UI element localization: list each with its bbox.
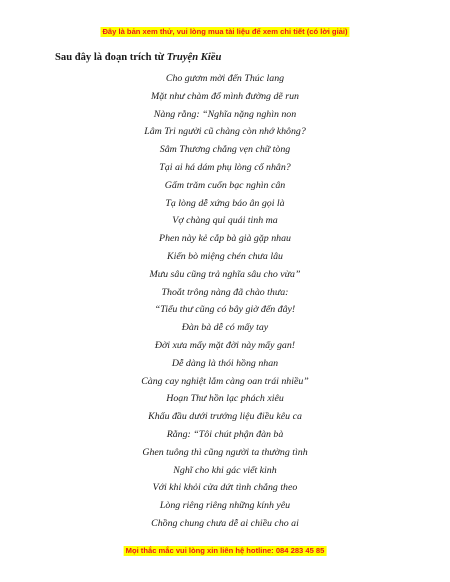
- section-heading: [55, 52, 221, 63]
- poem-line: Nghĩ cho khi gác viết kinh: [173, 464, 277, 476]
- poem-line: “Tiểu thư cũng có bây giờ đến đây!: [154, 304, 296, 316]
- poem-line: Khấu đầu dưới trướng liệu điều kêu ca: [148, 411, 302, 423]
- poem-line: Phen này kẻ cắp bà già gặp nhau: [159, 233, 291, 245]
- poem-line: Kiến bò miệng chén chưa lâu: [167, 250, 283, 262]
- poem-line: Thoắt trông nàng đã chào thưa:: [161, 286, 289, 298]
- poem-line: Sâm Thương chẳng vẹn chữ tòng: [159, 144, 291, 156]
- poem-line: Mặt như chàm đổ mình đường dẽ run: [151, 90, 299, 102]
- poem-line: Cho gươm mời đến Thúc lang: [165, 73, 285, 84]
- poem-line: Với khi khỏi cửa dứt tình chẳng theo: [152, 482, 298, 494]
- preview-notice-banner: Đây là bản xem thử, vui lòng mua tài liệu để xem chi tiết (có lời giải): [102, 27, 348, 36]
- heading-work-title: Truyện Kiều: [166, 52, 222, 63]
- poem-line: Mưu sâu cũng trả nghĩa sâu cho vừa”: [149, 268, 301, 280]
- poem-line: Lâm Tri người cũ chàng còn nhớ không?: [144, 126, 306, 138]
- poem-line: Ghen tuông thì cũng người ta thường tình: [142, 446, 308, 458]
- poem-line: Tại ai há dám phụ lòng cố nhân?: [159, 161, 291, 173]
- poem-line: Tạ lòng dễ xứng báo ân gọi là: [165, 197, 285, 209]
- poem-line: Rằng: “Tôi chút phận đàn bà: [166, 428, 284, 440]
- poem-line: Dễ dàng là thói hồng nhan: [171, 357, 279, 369]
- poem-line: Đời xưa mấy mặt đời này mấy gan!: [154, 339, 296, 351]
- heading-text: Sau đây là đoạn trích từ: [55, 52, 167, 63]
- hotline-contact-banner: Mọi thắc mắc vui lòng xin liên hệ hotline: 084 283 45 85: [125, 546, 325, 555]
- poem-line: Đàn bà dễ có mấy tay: [181, 322, 269, 334]
- poem-line: Vợ chàng quỉ quái tinh ma: [172, 215, 278, 227]
- poem-line: Gấm trăm cuốn bạc nghìn cân: [164, 179, 286, 191]
- poem-excerpt: [0, 70, 450, 533]
- poem-line: Càng cay nghiệt lắm càng oan trái nhiều”: [141, 375, 309, 387]
- poem-line: Hoạn Thư hồn lạc phách xiêu: [166, 393, 284, 405]
- poem-line: Chồng chung chưa dễ ai chiều cho ai: [151, 517, 299, 529]
- poem-line: Nàng rằng: “Nghĩa nặng nghìn non: [153, 108, 297, 120]
- poem-line: Lòng riêng riêng những kính yêu: [159, 500, 291, 512]
